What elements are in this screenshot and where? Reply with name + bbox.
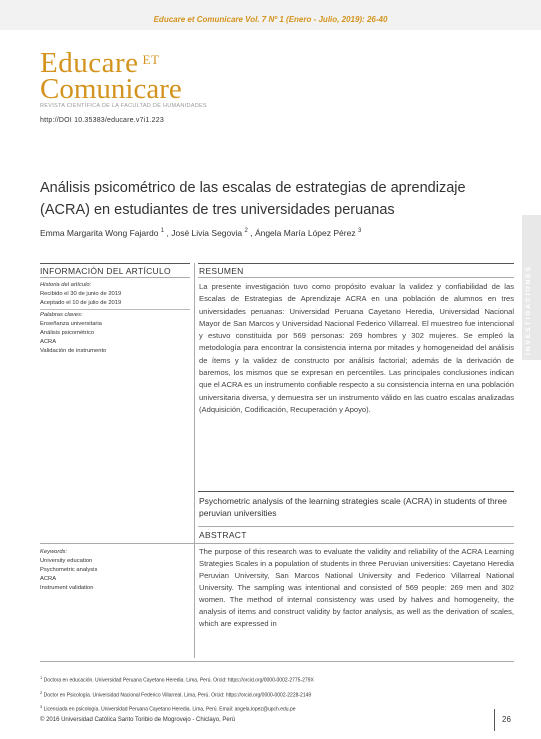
footnote-mark: 2	[40, 689, 43, 695]
footnotes	[40, 672, 510, 716]
english-keywords-block	[40, 548, 190, 593]
logo-word-et: ET	[142, 52, 160, 67]
author-list: Emma Margarita Wong Fajardo $^1$ , José Livia Segovia $^2$ , Ángela María López Pérez $^3$	[40, 228, 362, 238]
divider	[40, 309, 190, 310]
keyword-item: Análisis psicométrico	[40, 330, 95, 336]
journal-citation-line: Educare et Comunicare Vol. 7 Nº 1 (Enero - Julio, 2019): 26-40	[153, 15, 388, 24]
keyword-item: Enseñanza universitaria	[40, 321, 102, 327]
en-keyword-item: University education	[40, 558, 93, 564]
logo-word-comunicare: Comunicare	[40, 73, 182, 105]
article-title: Análisis psicométrico de las escalas de estrategias de aprendizaje (ACRA) en estudiantes de tres universidades peruanas	[40, 180, 466, 218]
abstract-text: The purpose of this research was to evaluate the validity and reliability of the ACRA Learning Strategies Scales in a population of students in three Peruvian universities: Cayetano Heredia Peruvian University, San Marcos National University and Federico Villarreal National University. The sampling was intentional and consisted of 569 people: 269 men and 302 women. The method of internal consistency was used by halves and homogeneity, the analysis of items and construct validity by factor analysis, as well as the derivation of scales, which are expressed in	[199, 547, 514, 628]
footnote: $^2$ Doctor en Psicología. Universidad Nacional Federico Villarreal. Lima, Perú. Orcid: https://orcid.org/0000-0002-2228-2149	[40, 689, 312, 699]
author-name: Ángela María López Pérez	[254, 228, 356, 238]
footer-divider	[494, 709, 495, 731]
footnote: $^3$ Licenciada en psicología. Universidad Peruana Cayetano Heredia. Lima, Perú. Email: angela.lopez@upch.edu.pe	[40, 704, 296, 713]
divider	[198, 263, 514, 264]
footnote-mark: 1	[40, 675, 43, 680]
author-affiliation-mark: 3	[357, 228, 362, 235]
article-info-header: INFORMACIÓN DEL ARTÍCULO	[40, 266, 171, 276]
divider	[40, 263, 190, 264]
footnote-mark: 3	[40, 704, 43, 710]
en-keyword-item: Instrument validation	[40, 585, 94, 591]
divider	[198, 277, 514, 278]
footnote-divider	[40, 661, 514, 662]
keyword-item: ACRA	[40, 339, 57, 345]
footer-copyright: © 2016 Universidad Católica Santo Toribio de Mogrovejo - Chiclayo, Perú	[40, 717, 236, 723]
logo-word-educare: Educare	[40, 47, 139, 79]
keyword-item: Validación de instrumento	[40, 348, 107, 354]
author-affiliation-mark: 1	[160, 228, 165, 235]
english-title: Psychometric analysis of the learning strategies scale (ACRA) in students of three peruvian universities	[199, 496, 508, 518]
divider	[198, 526, 514, 527]
history-label: Historia del artículo:	[40, 282, 92, 288]
column-divider	[194, 263, 195, 658]
section-side-tab	[522, 215, 541, 360]
page-number: 26	[502, 715, 511, 724]
resumen-text: La presente investigación tuvo como propósito evaluar la validez y confiabilidad de las Escalas de Estrategias de Aprendizaje ACRA en una población de alumnos en tres universidades peruanas: Universidad Peruana Cayetano Heredia, Universidad Nacional Mayor de San Marcos y Universidad Nacional Federico Villarreal. El muestreo fue intencional y estuvo constituida por 569 personas: 269 hombres y 302 mujeres. Se empleó la metodología para encontrar la consistencia interna por mitades y homogeneidad del análisis de ítems y la validez de constructo por análisis factorial; además de la derivación de baremos, los mismos que se expresan en percentiles. Las principales conclusiones indican que el ACRA es un instrumento confiable respecto a su consistencia interna en una población universitaria diversa, y demuestra ser un instrumento válido en las cuatro escalas analizadas (Adquisición, Codificación, Recuperación y Apoyo).	[199, 282, 514, 414]
side-tab-label: INVESTIGACIONES	[525, 265, 532, 355]
received-date: Recibido el 30 de junio de 2019	[40, 291, 122, 297]
divider	[198, 491, 514, 492]
en-keywords-label: Keywords:	[40, 549, 68, 555]
logo-subtitle: REVISTA CIENTÍFICA DE LA FACULTAD DE HUMANIDADES	[40, 103, 207, 109]
en-keyword-item: Psychometric analysis	[40, 567, 98, 573]
journal-logo	[40, 46, 207, 109]
author-name: José Livia Segovia	[171, 228, 243, 238]
footnote: $^1$ Doctora en educación. Universidad Peruana Cayetano Heredia. Lima, Perú. Orcid: https://orcid.org/0000-0002-2775-279X	[40, 675, 314, 684]
doi-link[interactable]: http://DOI 10.35383/educare.v7i1.223	[40, 117, 164, 124]
author-name: Emma Margarita Wong Fajardo	[40, 228, 159, 238]
divider	[40, 277, 190, 278]
en-keyword-item: ACRA	[40, 576, 57, 582]
keywords-label: Palabras claves:	[40, 312, 83, 318]
article-info-block	[40, 281, 190, 356]
accepted-date: Aceptado el 10 de julio de 2019	[40, 300, 122, 306]
resumen-header: RESUMEN	[199, 266, 244, 276]
divider	[40, 543, 514, 544]
author-affiliation-mark: 2	[244, 228, 248, 235]
abstract-header: ABSTRACT	[199, 530, 247, 540]
